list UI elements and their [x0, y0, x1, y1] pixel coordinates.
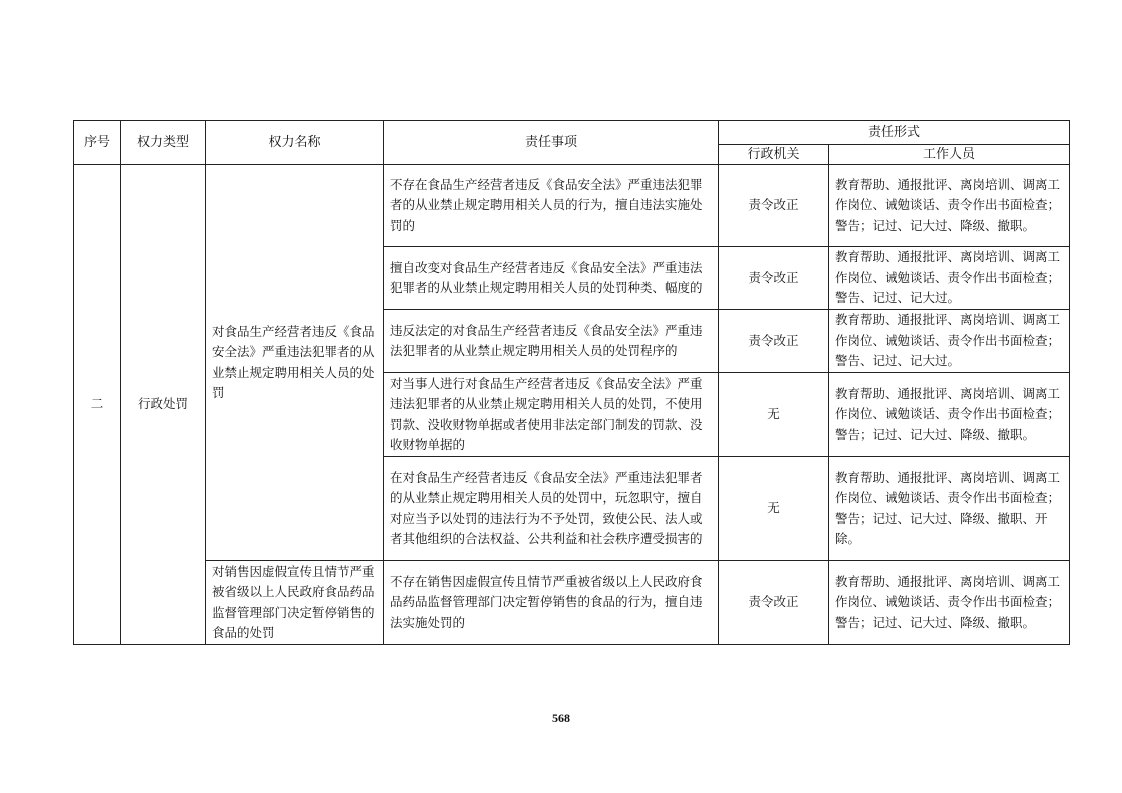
agency-cell: 无: [719, 373, 829, 457]
staff-cell: 教育帮助、通报批评、离岗培训、调离工作岗位、诫勉谈话、责令作出书面检查；警告；记过、记大过、降级、撤职。: [829, 165, 1070, 247]
matter-cell: 对当事人进行对食品生产经营者违反《食品安全法》严重违法犯罪者的从业禁止规定聘用相关人员的处罚，不使用罚款、没收财物单据或者使用非法定部门制发的罚款、没收财物单据的: [384, 373, 719, 457]
agency-cell: 责令改正: [719, 561, 829, 645]
agency-cell: 责令改正: [719, 165, 829, 247]
header-agency: 行政机关: [719, 145, 829, 165]
staff-cell: 教育帮助、通报批评、离岗培训、调离工作岗位、诫勉谈话、责令作出书面检查；警告；记过、记大过、降级、撤职。: [829, 373, 1070, 457]
power-name-cell: 对销售因虚假宣传且情节严重被省级以上人民政府食品药品监督管理部门决定暂停销售的食品的处罚: [206, 561, 384, 645]
header-seq: 序号: [74, 121, 121, 165]
table-row: [74, 165, 1070, 247]
matter-cell: 违反法定的对食品生产经营者违反《食品安全法》严重违法犯罪者的从业禁止规定聘用相关人员的处罚程序的: [384, 310, 719, 373]
staff-cell: 教育帮助、通报批评、离岗培训、调离工作岗位、诫勉谈话、责令作出书面检查；警告、记过、记大过。: [829, 247, 1070, 310]
matter-cell: 擅自改变对食品生产经营者违反《食品安全法》严重违法犯罪者的从业禁止规定聘用相关人员的处罚种类、幅度的: [384, 247, 719, 310]
header-form: 责任形式: [719, 121, 1070, 145]
matter-cell: 不存在销售因虚假宣传且情节严重被省级以上人民政府食品药品监督管理部门决定暂停销售的食品的行为，擅自违法实施处罚的: [384, 561, 719, 645]
header-matter: 责任事项: [384, 121, 719, 165]
power-name-cell: 对食品生产经营者违反《食品安全法》严重违法犯罪者的从业禁止规定聘用相关人员的处罚: [206, 165, 384, 561]
agency-cell: 责令改正: [719, 247, 829, 310]
seq-cell: 二: [74, 165, 121, 645]
agency-cell: 无: [719, 457, 829, 561]
matter-cell: 在对食品生产经营者违反《食品安全法》严重违法犯罪者的从业禁止规定聘用相关人员的处罚中，玩忽职守，擅自对应当予以处罚的违法行为不予处罚，致使公民、法人或者其他组织的合法权益、公共利益和社会秩序遭受损害的: [384, 457, 719, 561]
table-row: [74, 561, 1070, 645]
page-number: 568: [552, 711, 570, 725]
staff-cell: 教育帮助、通报批评、离岗培训、调离工作岗位、诫勉谈话、责令作出书面检查；警告；记过、记大过、降级、撤职。: [829, 561, 1070, 645]
power-type-cell: 行政处罚: [121, 165, 206, 645]
staff-cell: 教育帮助、通报批评、离岗培训、调离工作岗位、诫勉谈话、责令作出书面检查；警告；记过、记大过、降级、撤职、开除。: [829, 457, 1070, 561]
header-staff: 工作人员: [829, 145, 1070, 165]
staff-cell: 教育帮助、通报批评、离岗培训、调离工作岗位、诫勉谈话、责令作出书面检查；警告、记过、记大过。: [829, 310, 1070, 373]
header-power-name: 权力名称: [206, 121, 384, 165]
agency-cell: 责令改正: [719, 310, 829, 373]
header-row: [74, 121, 1070, 145]
responsibility-table: [73, 120, 1070, 645]
matter-cell: 不存在食品生产经营者违反《食品安全法》严重违法犯罪者的从业禁止规定聘用相关人员的行为，擅自违法实施处罚的: [384, 165, 719, 247]
header-power-type: 权力类型: [121, 121, 206, 165]
